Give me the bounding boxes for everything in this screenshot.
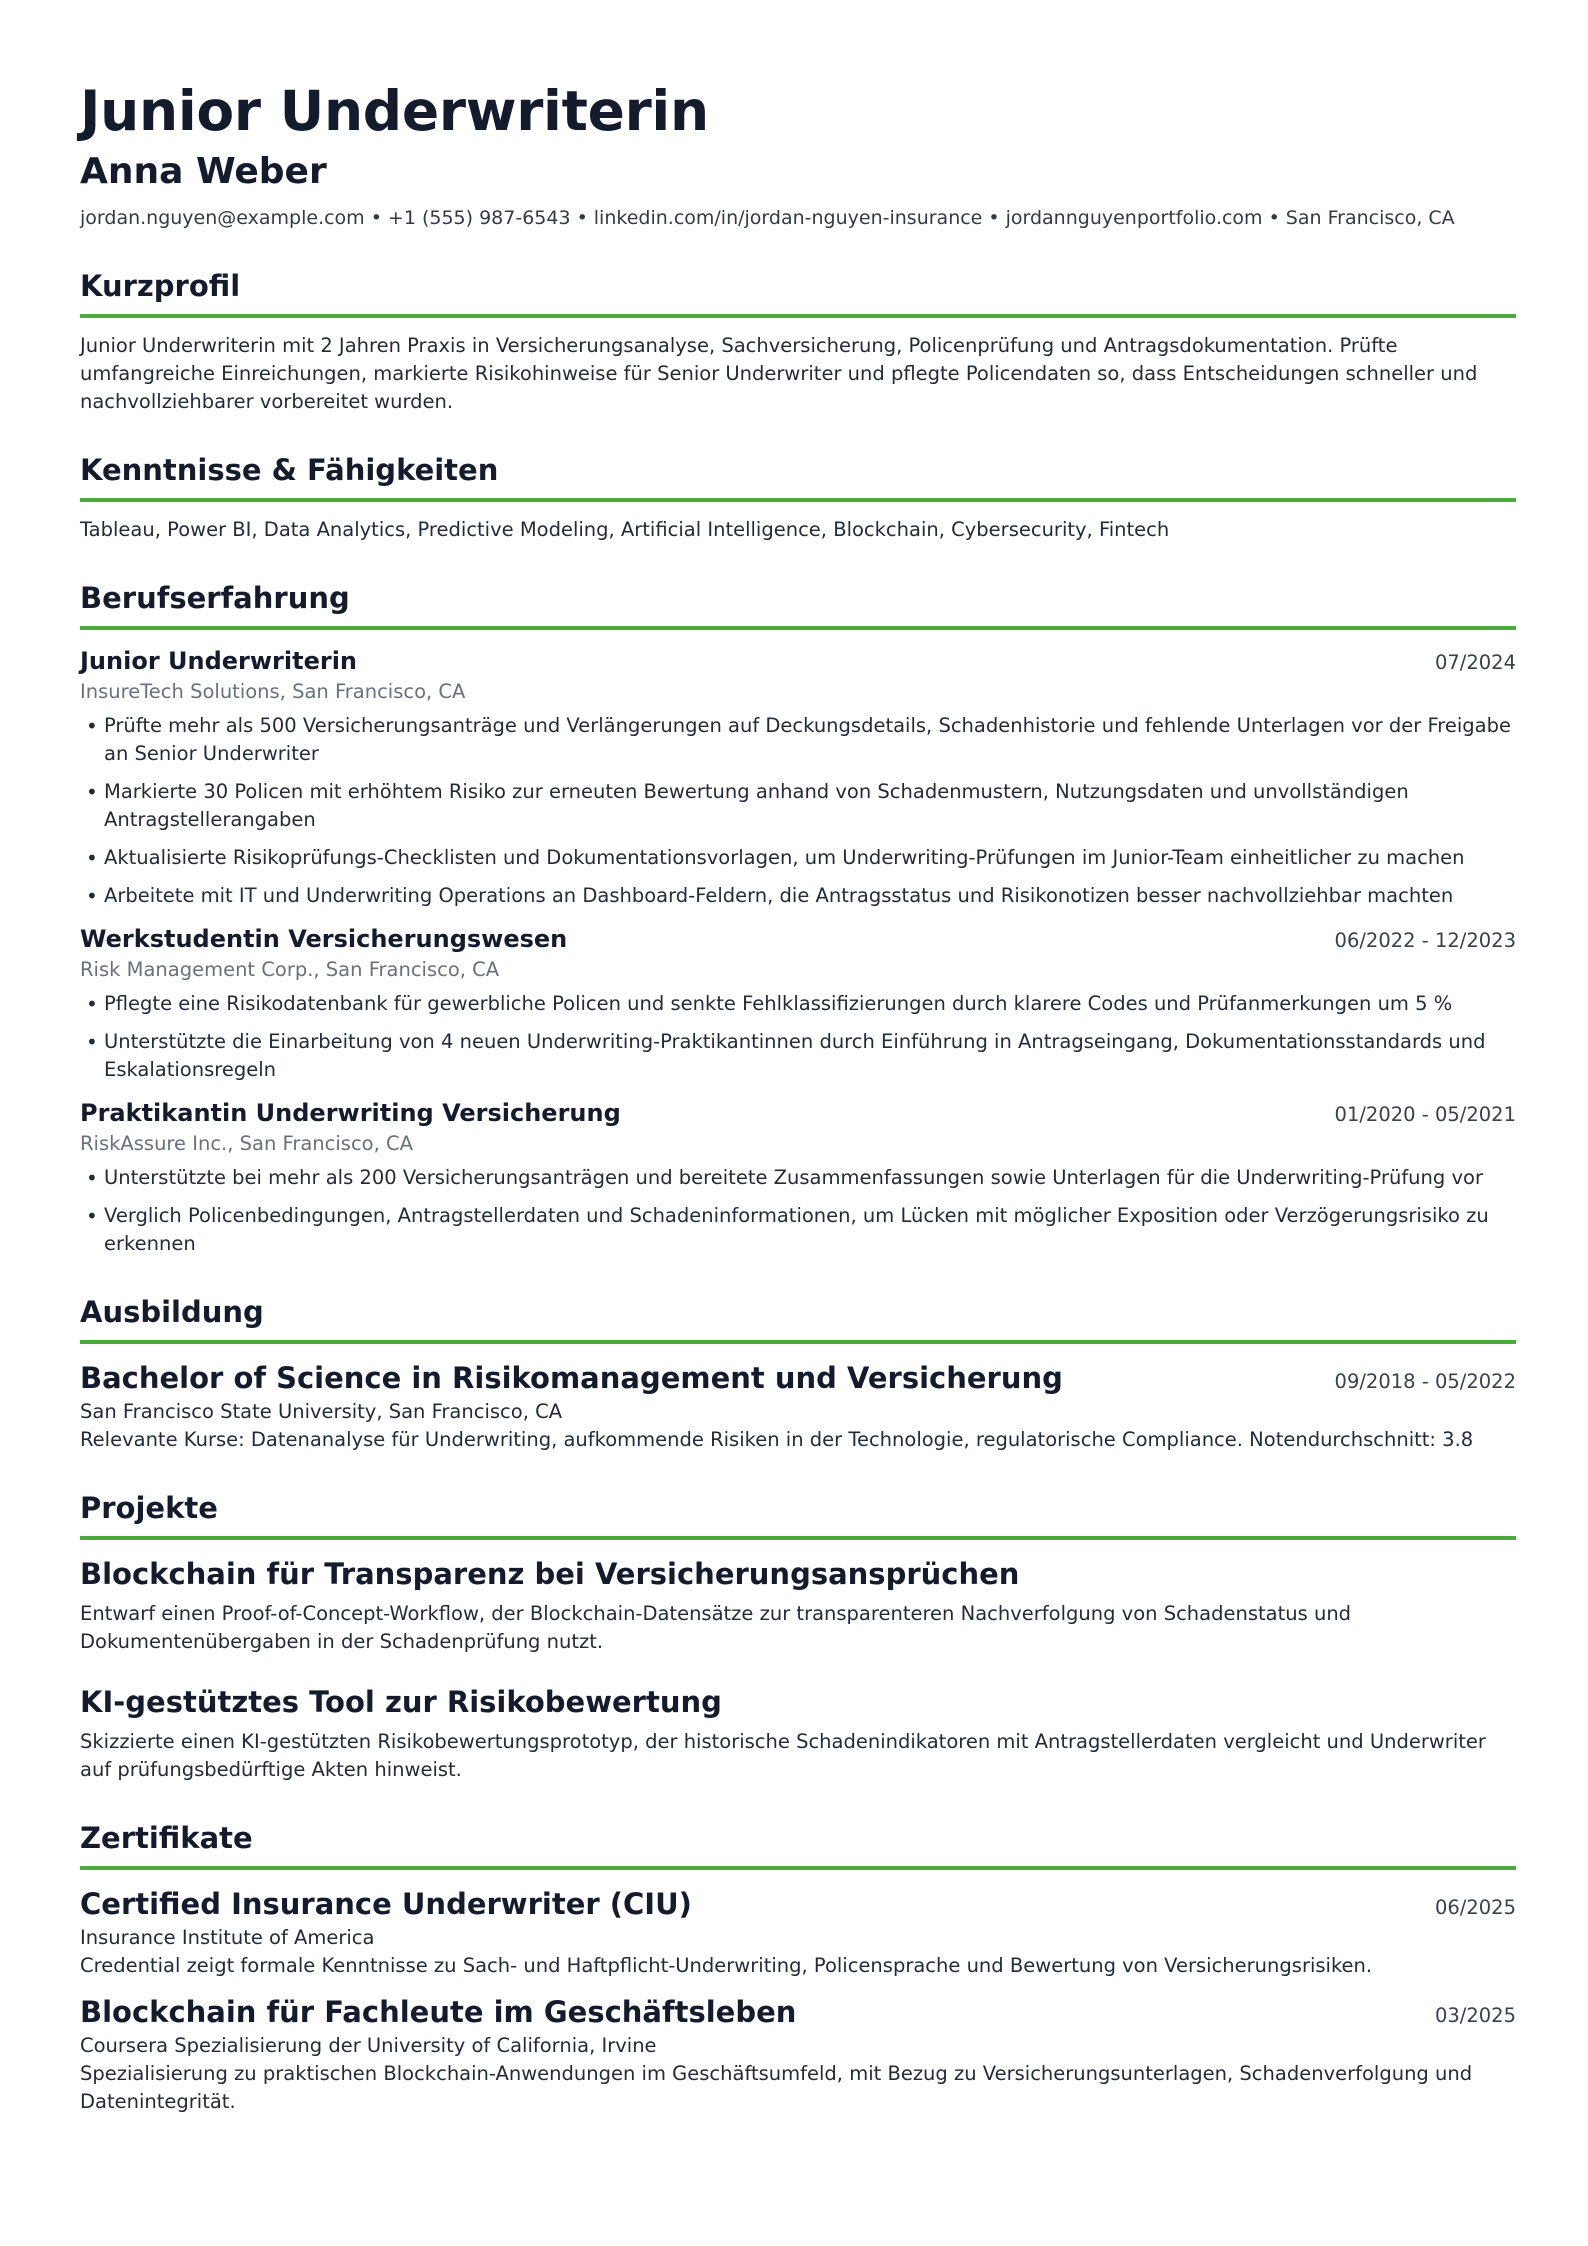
job-bullet: • Pflegte eine Risikodatenbank für gewerbliche Policen und senkte Fehlklassifizierungen durch klarere Codes und Prüfanmerkungen um 5 % [80, 990, 1516, 1018]
certificate-description: Credential zeigt formale Kenntnisse zu Sach- und Haftpflicht-Underwriting, Policensprache und Bewertung von Versicherungsrisiken. [80, 1954, 1373, 1977]
summary-text: Junior Underwriterin mit 2 Jahren Praxis in Versicherungsanalyse, Sachversicherung, Policenprüfung und Antragsdokumentation. Prüfte umfangreiche Einreichungen, markierte Risikohinweise für Senior Underwriter und pflegte Policendaten so, dass Entscheidungen schneller und nachvollziehbarer vorbereitet wurden. [80, 334, 1478, 413]
job-bullet: • Arbeitete mit IT und Underwriting Operations an Dashboard-Feldern, die Antragsstatus und Risikonotizen besser nachvollziehbar machten [80, 882, 1516, 910]
degree-title: Bachelor of Science in Risikomanagement und Versicherung [80, 1361, 1063, 1395]
certificate-entry [80, 1992, 1516, 2116]
certificates-heading: Zertifikate [80, 1818, 1516, 1870]
summary-section [80, 266, 1516, 416]
skills-section [80, 450, 1516, 544]
contact-location: San Francisco, CA [1285, 207, 1455, 229]
job-bullet: • Unterstützte die Einarbeitung von 4 neuen Underwriting-Praktikantinnen durch Einführung in Antragseingang, Dokumentationsstandards und Eskalationsregeln [80, 1028, 1516, 1084]
job-title: Praktikantin Underwriting Versicherung [80, 1099, 621, 1127]
job-entry [80, 644, 1516, 910]
project-entry [80, 1682, 1516, 1784]
job-company: Risk Management Corp., San Francisco, CA [80, 958, 500, 981]
project-description: Skizzierte einen KI-gestützten Risikobewertungsprototyp, der historische Schadenindikatoren mit Antragstellerdaten vergleicht und Underwriter auf prüfungsbedürftige Akten hinweist. [80, 1730, 1486, 1781]
project-title: Blockchain für Transparenz bei Versicherungsansprüchen [80, 1557, 1020, 1591]
job-entry [80, 922, 1516, 1084]
job-bullet: • Unterstützte bei mehr als 200 Versicherungsanträgen und bereitete Zusammenfassungen sowie Unterlagen für die Underwriting-Prüfung vor [80, 1164, 1516, 1192]
skills-heading: Kenntnisse & Fähigkeiten [80, 450, 1516, 502]
summary-heading: Kurzprofil [80, 266, 1516, 318]
project-entry [80, 1554, 1516, 1656]
certificate-issuer: Coursera Spezialisierung der University of California, Irvine [80, 2034, 657, 2057]
project-description: Entwarf einen Proof-of-Concept-Workflow, der Blockchain-Datensätze zur transparenteren Nachverfolgung von Schadenstatus und Dokumentenübergaben in der Schadenprüfung nutzt. [80, 1602, 1352, 1653]
job-title: Junior Underwriterin [80, 647, 358, 675]
resume-title: Junior Underwriterin [80, 79, 709, 143]
contact-linkedin[interactable]: linkedin.com/in/jordan-nguyen-insurance [593, 207, 983, 229]
job-bullet: • Verglich Policenbedingungen, Antragstellerdaten und Schadeninformationen, um Lücken mit möglicher Exposition oder Verzögerungsrisiko zu erkennen [80, 1202, 1516, 1258]
contact-phone[interactable]: +1 (555) 987-6543 [387, 207, 571, 229]
certificate-title: Certified Insurance Underwriter (CIU) [80, 1887, 692, 1921]
education-details: Relevante Kurse: Datenanalyse für Underwriting, aufkommende Risiken in der Technologie, regulatorische Compliance. Notendurchschnitt: 3.8 [80, 1428, 1474, 1451]
job-bullet: • Markierte 30 Policen mit erhöhtem Risiko zur erneuten Bewertung anhand von Schadenmustern, Nutzungsdaten und unvollständigen Antragstellerangaben [80, 778, 1516, 834]
job-bullet: • Prüfte mehr als 500 Versicherungsanträge und Verlängerungen auf Deckungsdetails, Schadenhistorie und fehlende Unterlagen vor der Freigabe an Senior Underwriter [80, 712, 1516, 768]
contact-separator: • [988, 207, 1000, 229]
certificate-date: 03/2025 [1434, 2004, 1516, 2027]
projects-heading: Projekte [80, 1488, 1516, 1540]
experience-heading: Berufserfahrung [80, 578, 1516, 630]
contact-portfolio[interactable]: jordannguyenportfolio.com [1005, 207, 1263, 229]
certificate-issuer: Insurance Institute of America [80, 1926, 375, 1949]
school-name: San Francisco State University, San Francisco, CA [80, 1400, 563, 1423]
candidate-name: Anna Weber [80, 151, 327, 192]
job-company: RiskAssure Inc., San Francisco, CA [80, 1132, 413, 1155]
resume-content [80, 78, 1516, 2116]
job-date: 06/2022 - 12/2023 [1334, 929, 1516, 952]
certificate-entry [80, 1884, 1516, 1980]
job-bullets [80, 990, 1516, 1084]
projects-section [80, 1488, 1516, 1784]
skills-text: Tableau, Power BI, Data Analytics, Predictive Modeling, Artificial Intelligence, Blockchain, Cybersecurity, Fintech [80, 518, 1170, 541]
contact-separator: • [1268, 207, 1280, 229]
certificate-description: Spezialisierung zu praktischen Blockchain-Anwendungen im Geschäftsumfeld, mit Bezug zu Versicherungsunterlagen, Schadenverfolgung und Datenintegrität. [80, 2062, 1473, 2113]
job-bullets [80, 1164, 1516, 1258]
certificate-title: Blockchain für Fachleute im Geschäftsleben [80, 1995, 797, 2029]
education-section [80, 1292, 1516, 1454]
job-entry [80, 1096, 1516, 1258]
job-company: InsureTech Solutions, San Francisco, CA [80, 680, 466, 703]
certificates-section [80, 1818, 1516, 2116]
job-title: Werkstudentin Versicherungswesen [80, 925, 568, 953]
certificate-date: 06/2025 [1434, 1896, 1516, 1919]
contact-separator: • [576, 207, 588, 229]
education-entry [80, 1358, 1516, 1454]
experience-section [80, 578, 1516, 1258]
job-date: 07/2024 [1434, 651, 1516, 674]
contact-line [80, 204, 1516, 232]
education-date: 09/2018 - 05/2022 [1334, 1370, 1516, 1393]
project-title: KI-gestütztes Tool zur Risikobewertung [80, 1685, 722, 1719]
contact-email[interactable]: jordan.nguyen@example.com [80, 207, 365, 229]
job-date: 01/2020 - 05/2021 [1334, 1103, 1516, 1126]
job-bullets [80, 712, 1516, 910]
contact-separator: • [370, 207, 382, 229]
job-bullet: • Aktualisierte Risikoprüfungs-Checklisten und Dokumentationsvorlagen, um Underwriting-Prüfungen im Junior-Team einheitlicher zu machen [80, 844, 1516, 872]
education-heading: Ausbildung [80, 1292, 1516, 1344]
